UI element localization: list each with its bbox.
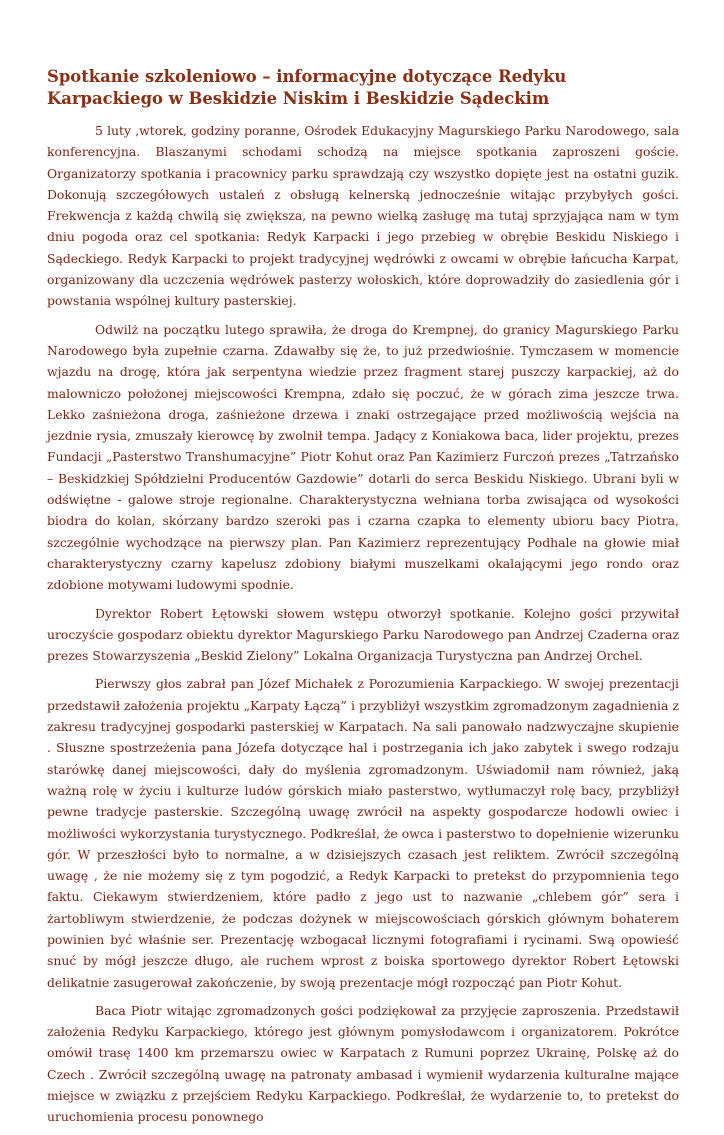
paragraph-michalek-presentation: Pierwszy głos zabrał pan Józef Michałek z Porozumienia Karpackiego. W swojej prezentacji przedstawił założenia projektu „Karpaty Łączą” i przybliżył wszystkim zgromadzonym zagadnienia z zakresu tradycyjnej gospodarki pasterskiej w Karpatach. Na sali panowało nadzwyczajne skupienie . Słuszne spostrzeżenia pana Józefa dotyczące hal i postrzegania ich jako zabytek i swego rodzaju starówkę danej miejscowości, dały do myślenia zgromadzonym. Uświadomił nam również, jaką ważną rolę w życiu i kulturze ludów górskich miało pasterstwo, wytłumaczył rolę bacy, przybliżył pewne tradycje pasterskie. Szczególną uwagę zwrócił na aspekty gospodarcze hodowli owiec i możliwości wykorzystania turystycznego. Podkreślał, że owca i pasterstwo to dopełnienie wizerunku gór. W przeszłości było to normalne, a w dzisiejszych czasach jest reliktem. Zwrócił szczególną uwagę , że nie możemy się z tym pogodzić, a Redyk Karpacki to pretekst do przypomnienia tego faktu. Ciekawym stwierdzeniem, które padło z jego ust to nazwanie „chlebem gór” sera i żartobliwym stwierdzenie, że podczas dożynek w miejscowościach górskich głównym bohaterem powinien być właśnie ser. Prezentację wzbogacał licznymi fotografiami i rycinami. Swą opowieść snuć by mógł jeszcze długo, ale ruchem wprost z boiska sportowego dyrektor Robert Łętowski delikatnie zasugerował zakończenie, by swoją prezentacje mógł rozpocząć pan Piotr Kohut. xyxy=(47,676,679,990)
paragraph-opening-welcome: Dyrektor Robert Łętowski słowem wstępu otworzył spotkanie. Kolejno gości przywitał uroczyście gospodarz obiektu dyrektor Magurskiego Parku Narodowego pan Andrzej Czaderna oraz prezes Stowarzyszenia „Beskid Zielony” Lokalna Organizacja Turystyczna pan Andrzej Orchel. xyxy=(47,605,679,664)
document-title: Spotkanie szkoleniowo – informacyjne dotyczące Redyku Karpackiego w Beskidzie Niskim i Beskidzie Sądeckim xyxy=(47,67,567,108)
document-page xyxy=(47,66,679,1135)
paragraph-meeting-intro: 5 luty ,wtorek, godziny poranne, Ośrodek Edukacyjny Magurskiego Parku Narodowego, sala konferencyjna. Blaszanymi schodami schodzą na miejsce spotkania zaproszeni goście. Organizatorzy spotkania i pracownicy parku sprawdzają czy wszystko dopięte jest na ostatni guzik. Dokonują szczegółowych ustaleń z obsługą kelnerską jednocześnie witając przybyłych gości. Frekwencja z każdą chwilą się zwiększa, na pewno wielką zasługę ma tutaj sprzyjająca nam w tym dniu pogoda oraz cel spotkania: Redyk Karpacki i jego przebieg w obrębie Beskidu Niskiego i Sądeckiego. Redyk Karpacki to projekt tradycyjnej wędrówki z owcami w obrębie łańcucha Karpat, organizowany dla uczczenia wędrówek pasterzy wołoskich, które doprowadziły do zasiedlenia gór i powstania wspólnej kultury pasterskiej. xyxy=(47,123,679,309)
paragraph-kohut-presentation: Baca Piotr witając zgromadzonych gości podziękował za przyjęcie zaproszenia. Przedstawił założenia Redyku Karpackiego, którego jest głównym pomysłodawcom i organizatorem. Pokrótce omówił trasę 1400 km przemarszu owiec w Karpatach z Rumuni poprzez Ukrainę, Polskę aż do Czech . Zwrócił szczególną uwagę na patronaty ambasad i wymienił wydarzenia kulturalne mające miejsce w związku z przejściem Redyku Karpackiego. Podkreślał, że wydarzenie to, to pretekst do uruchomienia procesu ponownego xyxy=(47,1002,679,1125)
paragraph-journey-krempna: Odwilż na początku lutego sprawiła, że droga do Krempnej, do granicy Magurskiego Parku Narodowego była zupełnie czarna. Zdawałby się że, to już przedwiośnie. Tymczasem w momencie wjazdu na drogę, która jak serpentyna wiedzie przez fragment starej puszczy karpackiej, aż do malowniczo położonej miejscowości Krempna, zdało się poczuć, że w górach zima jeszcze trwa. Lekko zaśnieżona droga, zaśnieżone drzewa i znaki ostrzegające przed możliwością wejścia na jezdnie rysia, zmuszały kierowcę by zwolnił tempa. Jadący z Koniakowa baca, lider projektu, prezes Fundacji „Pasterstwo Transhumacyjne” Piotr Kohut oraz Pan Kazimierz Furczoń prezes „Tatrzańsko – Beskidzkiej Spółdzielni Producentów Gazdowie” dotarli do serca Beskidu Niskiego. Ubrani byli w odświętne - galowe stroje regionalne. Charakterystyczna wełniana torba zwisająca od wysokości biodra do kolan, skórzany bardzo szeroki pas i czarna czapka to elementy ubioru bacy Piotra, szczególnie wychodzące na pierwszy plan. Pan Kazimierz reprezentujący Podhale na głowie miał charakterystyczny czarny kapelusz zdobiony białymi muszelkami okalającymi jego rondo oraz zdobione motywami ludowymi spodnie. xyxy=(47,321,679,593)
